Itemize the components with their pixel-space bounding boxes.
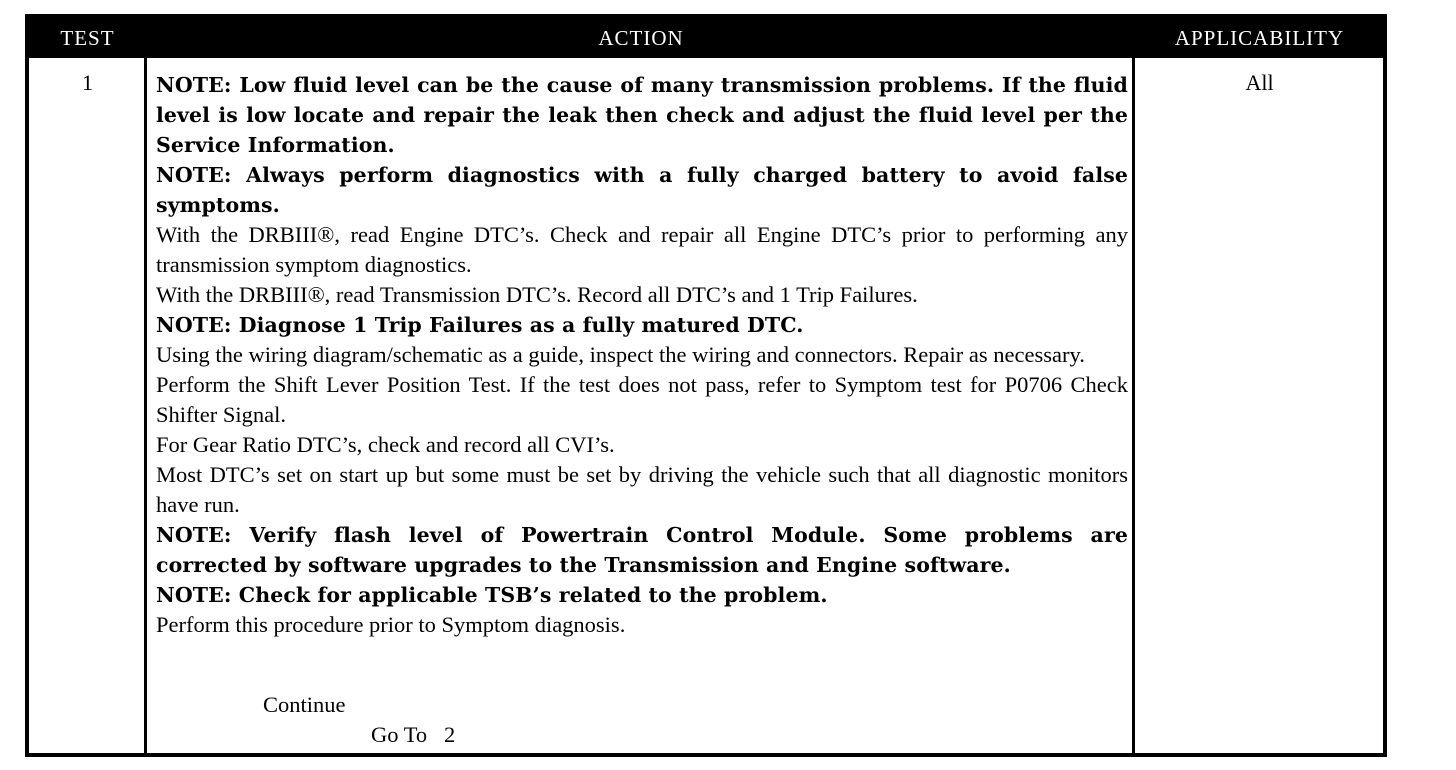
- header-test: TEST: [60, 26, 115, 50]
- header-applicability: APPLICABILITY: [1174, 26, 1345, 50]
- action-line: Using the wiring diagram/schematic as a guide, inspect the wiring and connectors. Repair as necessary.: [156, 342, 1085, 367]
- action-line: NOTE: Low fluid level can be the cause of many transmission problems. If the fluid level is low locate and repair the leak then check and adjust the fluid level per the Service Information.: [156, 73, 1128, 157]
- goto-label: Go To: [371, 722, 428, 747]
- column-divider: [1132, 58, 1135, 753]
- action-line: Perform this procedure prior to Symptom diagnosis.: [156, 612, 626, 637]
- action-text: [156, 70, 1128, 640]
- action-line: With the DRBIII®, read Transmission DTC’s. Record all DTC’s and 1 Trip Failures.: [156, 282, 918, 307]
- goto-target[interactable]: 2: [444, 722, 456, 747]
- action-line: For Gear Ratio DTC’s, check and record all CVI’s.: [156, 432, 615, 457]
- action-line: Most DTC’s set on start up but some must be set by driving the vehicle such that all diagnostic monitors have run.: [156, 462, 1128, 517]
- column-divider: [144, 58, 147, 753]
- diagnostic-table: [25, 14, 1387, 757]
- action-line: NOTE: Verify flash level of Powertrain Control Module. Some problems are corrected by software upgrades to the Transmission and Engine software.: [156, 523, 1128, 577]
- goto-instruction[interactable]: [371, 720, 455, 750]
- action-line: Perform the Shift Lever Position Test. If the test does not pass, refer to Symptom test for P0706 Check Shifter Signal.: [156, 372, 1128, 427]
- continue-label: Continue: [263, 692, 346, 717]
- header-action: ACTION: [598, 26, 684, 50]
- action-line: NOTE: Diagnose 1 Trip Failures as a fully matured DTC.: [156, 313, 804, 337]
- test-number: 1: [82, 70, 93, 95]
- applicability-value: All: [1245, 70, 1274, 95]
- action-line: With the DRBIII®, read Engine DTC’s. Check and repair all Engine DTC’s prior to performing any transmission symptom diagnostics.: [156, 222, 1128, 277]
- table-header: [29, 18, 1383, 58]
- action-line: NOTE: Check for applicable TSB’s related to the problem.: [156, 583, 828, 607]
- action-line: NOTE: Always perform diagnostics with a fully charged battery to avoid false symptoms.: [156, 163, 1128, 217]
